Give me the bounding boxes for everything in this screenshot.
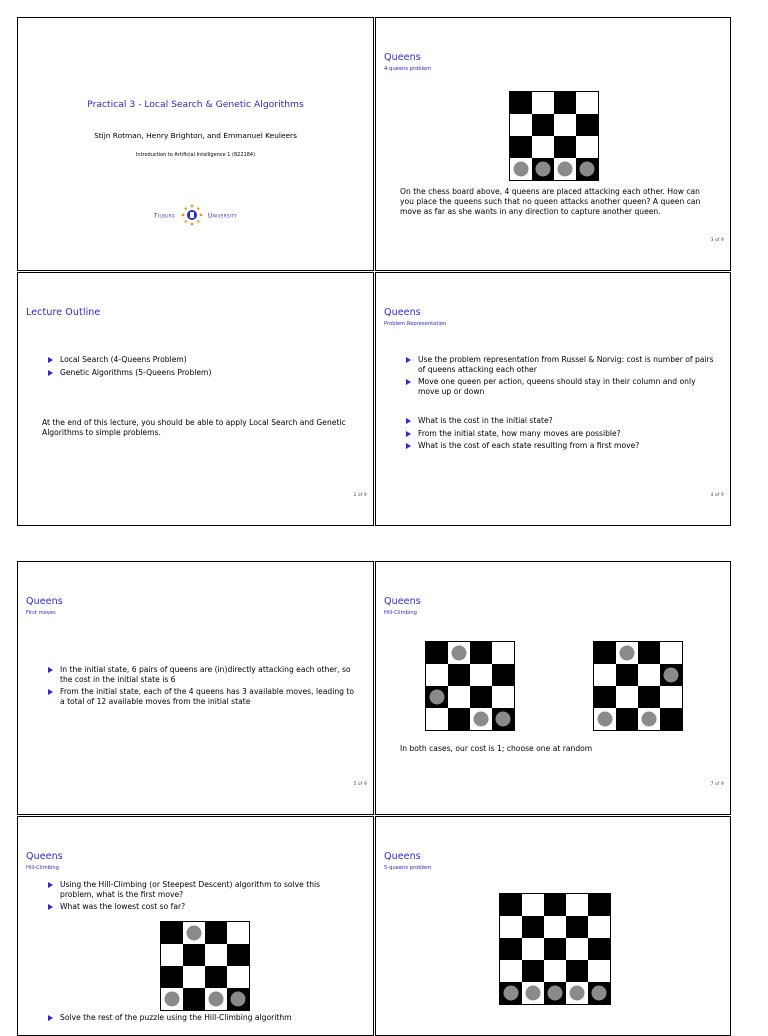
board-square <box>510 92 532 114</box>
queen-piece-icon <box>526 986 541 1001</box>
page-number: 7 of 9 <box>710 781 724 786</box>
board-square <box>492 664 514 686</box>
board-square <box>227 922 249 944</box>
board-square <box>660 708 682 730</box>
slide-title <box>17 17 374 271</box>
board-square <box>588 938 610 960</box>
board-square <box>544 894 566 916</box>
board-square <box>566 960 588 982</box>
board-square <box>660 642 682 664</box>
list-item: Move one queen per action, queens should stay in their column and only move up or down <box>406 377 716 396</box>
board-square <box>544 938 566 960</box>
queen-piece-icon <box>474 712 489 727</box>
board-square <box>510 114 532 136</box>
queen-piece-icon <box>496 712 511 727</box>
learning-goal: At the end of this lecture, you should be able to apply Local Search and Genetic Algorithms to simple problems. <box>42 418 346 437</box>
board-square <box>554 114 576 136</box>
board-square <box>448 708 470 730</box>
chess-board-right <box>593 641 683 731</box>
board-square <box>594 686 616 708</box>
board-square <box>554 92 576 114</box>
slide-4-queens-problem <box>375 17 731 271</box>
board-square <box>426 708 448 730</box>
board-square <box>594 642 616 664</box>
board-square <box>638 686 660 708</box>
board-square <box>510 158 532 180</box>
board-square <box>522 916 544 938</box>
queen-piece-icon <box>598 712 613 727</box>
board-square <box>183 922 205 944</box>
chess-board <box>160 921 250 1011</box>
slide-title: Queens <box>384 52 421 63</box>
list-item: What is the cost in the initial state? <box>406 416 716 426</box>
board-square <box>492 686 514 708</box>
page-number: 4 of 9 <box>710 492 724 497</box>
list-item: Local Search (4-Queens Problem) <box>48 355 348 365</box>
list-item: From the initial state, how many moves are possible? <box>406 429 716 439</box>
board-square <box>522 960 544 982</box>
board-square <box>522 982 544 1004</box>
board-square <box>588 894 610 916</box>
board-square <box>470 642 492 664</box>
board-square <box>532 92 554 114</box>
list-item: Genetic Algorithms (5-Queens Problem) <box>48 368 348 378</box>
board-square <box>660 664 682 686</box>
board-square <box>576 136 598 158</box>
slide-hill-climbing-question <box>17 816 374 1036</box>
queen-piece-icon <box>620 646 635 661</box>
board-square <box>532 136 554 158</box>
authors: Stijn Rotman, Henry Brighton, and Emmanuel Keuleers <box>94 131 297 140</box>
page-number: 2 of 9 <box>353 492 367 497</box>
queen-piece-icon <box>580 162 595 177</box>
board-square <box>500 982 522 1004</box>
board-square <box>510 136 532 158</box>
board-square <box>205 988 227 1010</box>
board-square <box>544 960 566 982</box>
slide-title: Queens <box>384 851 421 862</box>
board-square <box>588 960 610 982</box>
chess-board <box>509 91 599 181</box>
queen-piece-icon <box>231 992 246 1007</box>
board-square <box>638 642 660 664</box>
board-square <box>660 686 682 708</box>
queen-piece-icon <box>514 162 529 177</box>
board-square <box>576 92 598 114</box>
queen-piece-icon <box>548 986 563 1001</box>
board-square <box>554 136 576 158</box>
slide-5-queens-problem <box>375 816 731 1036</box>
board-square <box>638 664 660 686</box>
board-square <box>500 894 522 916</box>
board-square <box>588 916 610 938</box>
board-square <box>470 664 492 686</box>
board-square <box>594 664 616 686</box>
board-square <box>205 944 227 966</box>
board-square <box>470 686 492 708</box>
board-square <box>522 894 544 916</box>
slide-subtitle: 5-queens problem <box>384 865 432 871</box>
question-list <box>48 880 348 915</box>
logo-emblem-icon <box>181 204 203 228</box>
board-square <box>566 916 588 938</box>
slide-title: Queens <box>384 596 421 607</box>
board-square <box>448 664 470 686</box>
board-square <box>492 708 514 730</box>
board-square <box>638 708 660 730</box>
board-square <box>566 938 588 960</box>
board-square <box>227 966 249 988</box>
board-square <box>470 708 492 730</box>
list-item: In the initial state, 6 pairs of queens are (in)directly attacking each other, so the cost in the initial state is 6 <box>48 665 358 684</box>
slide-lecture-outline <box>17 272 374 526</box>
board-square <box>544 982 566 1004</box>
board-square <box>576 114 598 136</box>
board-square <box>532 114 554 136</box>
slide-title: Queens <box>26 596 63 607</box>
presentation-title: Practical 3 - Local Search & Genetic Algorithms <box>87 99 304 110</box>
slide-subtitle: 4-queens problem <box>384 66 432 72</box>
queen-piece-icon <box>570 986 585 1001</box>
queen-piece-icon <box>592 986 607 1001</box>
logo-text-right: University <box>207 212 238 220</box>
queen-piece-icon <box>642 712 657 727</box>
board-square <box>227 944 249 966</box>
outline-list <box>48 355 348 380</box>
board-square <box>544 916 566 938</box>
list-item: Solve the rest of the puzzle using the Hill-Climbing algorithm <box>48 1013 348 1023</box>
board-square <box>616 664 638 686</box>
university-logo <box>18 204 373 228</box>
queen-piece-icon <box>187 926 202 941</box>
queen-piece-icon <box>558 162 573 177</box>
queen-piece-icon <box>209 992 224 1007</box>
board-square <box>448 642 470 664</box>
representation-list <box>406 355 716 399</box>
page-number: 3 of 9 <box>710 237 724 242</box>
board-square <box>500 916 522 938</box>
answer-list <box>48 665 358 709</box>
queen-piece-icon <box>504 986 519 1001</box>
queen-piece-icon <box>536 162 551 177</box>
board-square <box>161 944 183 966</box>
board-square <box>554 158 576 180</box>
queen-piece-icon <box>664 668 679 683</box>
board-square <box>161 966 183 988</box>
slide-subtitle: Hill-Climbing <box>26 865 59 871</box>
list-item: Using the Hill-Climbing (or Steepest Descent) algorithm to solve this problem, what is the first move? <box>48 880 348 899</box>
queen-piece-icon <box>165 992 180 1007</box>
problem-description: On the chess board above, 4 queens are placed attacking each other. How can you place the queens such that no queen attacks another queen? A queen can move as far as she wants in any direction to capture another queen. <box>400 187 701 216</box>
board-square <box>522 938 544 960</box>
board-square <box>532 158 554 180</box>
course-name: Introduction to Artificial Intelligence 1 (822184) <box>135 152 256 158</box>
slide-title: Lecture Outline <box>26 307 101 318</box>
board-square <box>426 642 448 664</box>
list-item: From the initial state, each of the 4 queens has 3 available moves, leading to a total of 12 available moves from the initial state <box>48 687 358 706</box>
slide-problem-representation <box>375 272 731 526</box>
slide-hill-climbing-boards <box>375 561 731 815</box>
board-square <box>616 686 638 708</box>
board-square <box>500 938 522 960</box>
board-square <box>426 686 448 708</box>
board-square <box>161 922 183 944</box>
slide-title: Queens <box>26 851 63 862</box>
board-square <box>205 922 227 944</box>
slide-first-moves <box>17 561 374 815</box>
chess-board <box>499 893 611 1005</box>
board-square <box>594 708 616 730</box>
slide-title: Queens <box>384 307 421 318</box>
question-list <box>406 416 716 454</box>
slide-subtitle: First moves <box>26 610 56 616</box>
list-item: What was the lowest cost so far? <box>48 902 348 912</box>
list-item: What is the cost of each state resulting from a first move? <box>406 441 716 451</box>
list-item: Use the problem representation from Russel & Norvig: cost is number of pairs of queens attacking each other <box>406 355 716 374</box>
board-square <box>426 664 448 686</box>
slide-subtitle: Hill-Climbing <box>384 610 417 616</box>
slide-subtitle: Problem Representation <box>384 321 447 327</box>
hill-climbing-note: In both cases, our cost is 1; choose one at random <box>400 744 593 753</box>
board-square <box>183 944 205 966</box>
board-square <box>205 966 227 988</box>
board-square <box>183 966 205 988</box>
board-square <box>616 642 638 664</box>
board-square <box>448 686 470 708</box>
board-square <box>566 894 588 916</box>
queen-piece-icon <box>430 690 445 705</box>
chess-board-left <box>425 641 515 731</box>
board-square <box>492 642 514 664</box>
logo-text-left: Tilburg <box>153 212 176 220</box>
board-square <box>183 988 205 1010</box>
board-square <box>227 988 249 1010</box>
page-number: 5 of 9 <box>353 781 367 786</box>
board-square <box>616 708 638 730</box>
board-square <box>500 960 522 982</box>
board-square <box>588 982 610 1004</box>
board-square <box>576 158 598 180</box>
board-square <box>566 982 588 1004</box>
board-square <box>161 988 183 1010</box>
queen-piece-icon <box>452 646 467 661</box>
